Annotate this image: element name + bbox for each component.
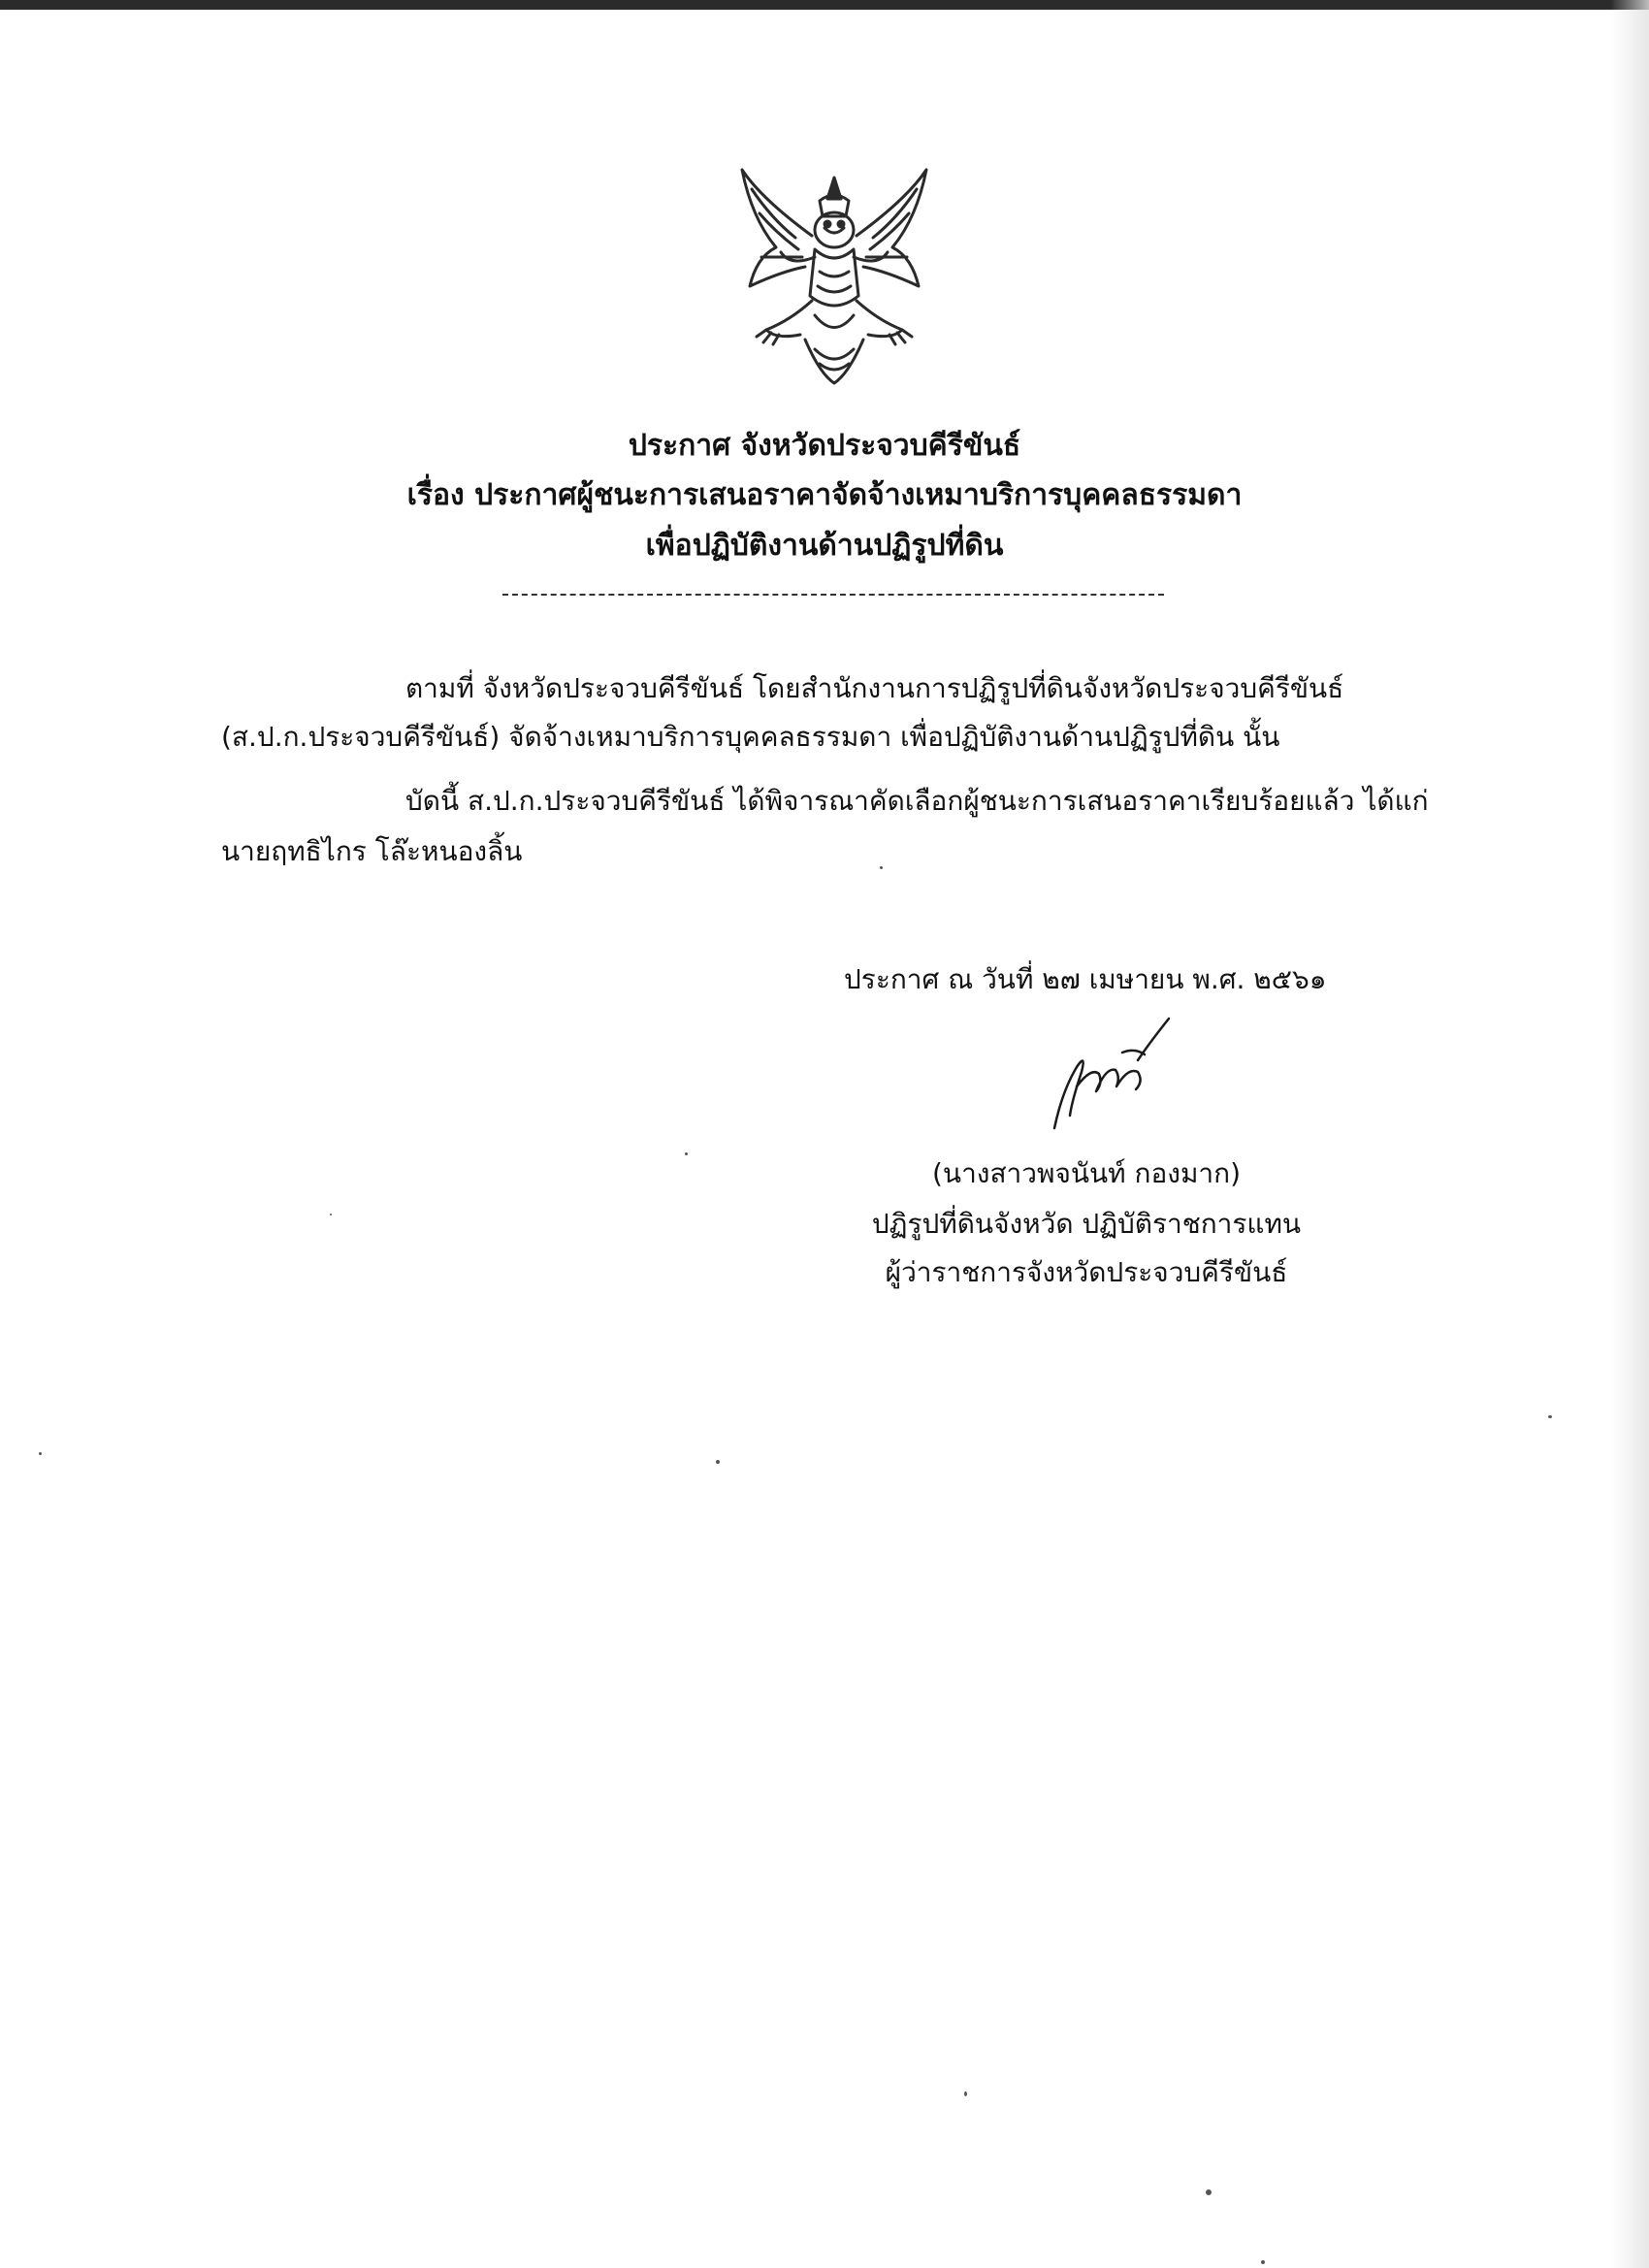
heading-divider [502, 594, 1164, 596]
body-paragraph-1-line-2: (ส.ป.ก.ประจวบคีรีขันธ์) จัดจ้างเหมาบริการบุคคลธรรมดา เพื่อปฏิบัติงานด้านปฏิรูปที่ดิน นั้น [221, 721, 1280, 753]
scan-speck [964, 2091, 967, 2096]
signatory-name: (นางสาวพจนันท์ กองมาก) [932, 1157, 1241, 1189]
scan-speck [330, 1214, 332, 1215]
scan-speck [1206, 2189, 1212, 2195]
scan-speck [1261, 2260, 1265, 2264]
scan-speck [716, 1460, 720, 1464]
winner-name: นายฤทธิไกร โล๊ะหนองลิ้น [221, 835, 523, 867]
announcement-subject: เรื่อง ประกาศผู้ชนะการเสนอราคาจัดจ้างเหมาบริการบุคคลธรรมดา [406, 478, 1243, 512]
body-paragraph-2-line-1: บัดนี้ ส.ป.ก.ประจวบคีรีขันธ์ ได้พิจารณาคัดเลือกผู้ชนะการเสนอราคาเรียบร้อยแล้ว ได้แก่ [405, 785, 1429, 817]
scan-speck [39, 1452, 42, 1455]
signatory-position: ปฏิรูปที่ดินจังหวัด ปฏิบัติราชการแทน [871, 1208, 1302, 1240]
scan-speck [685, 1152, 688, 1155]
body-paragraph-1-line-1: ตามที่ จังหวัดประจวบคีรีขันธ์ โดยสำนักงานการปฏิรูปที่ดินจังหวัดประจวบคีรีขันธ์ [405, 672, 1344, 704]
garuda-emblem-icon [723, 160, 946, 393]
announcement-title: ประกาศ จังหวัดประจวบคีรีขันธ์ [628, 429, 1021, 463]
handwritten-signature [1043, 1014, 1179, 1135]
scan-speck [880, 866, 883, 869]
announcement-subject-cont: เพื่อปฏิบัติงานด้านปฏิรูปที่ดิน [645, 529, 1004, 563]
issue-date: ประกาศ ณ วันที่ ๒๗ เมษายน พ.ศ. ๒๕๖๑ [844, 963, 1327, 995]
scan-speck [1548, 1415, 1552, 1418]
signatory-position-cont: ผู้ว่าราชการจังหวัดประจวบคีรีขันธ์ [885, 1256, 1288, 1288]
